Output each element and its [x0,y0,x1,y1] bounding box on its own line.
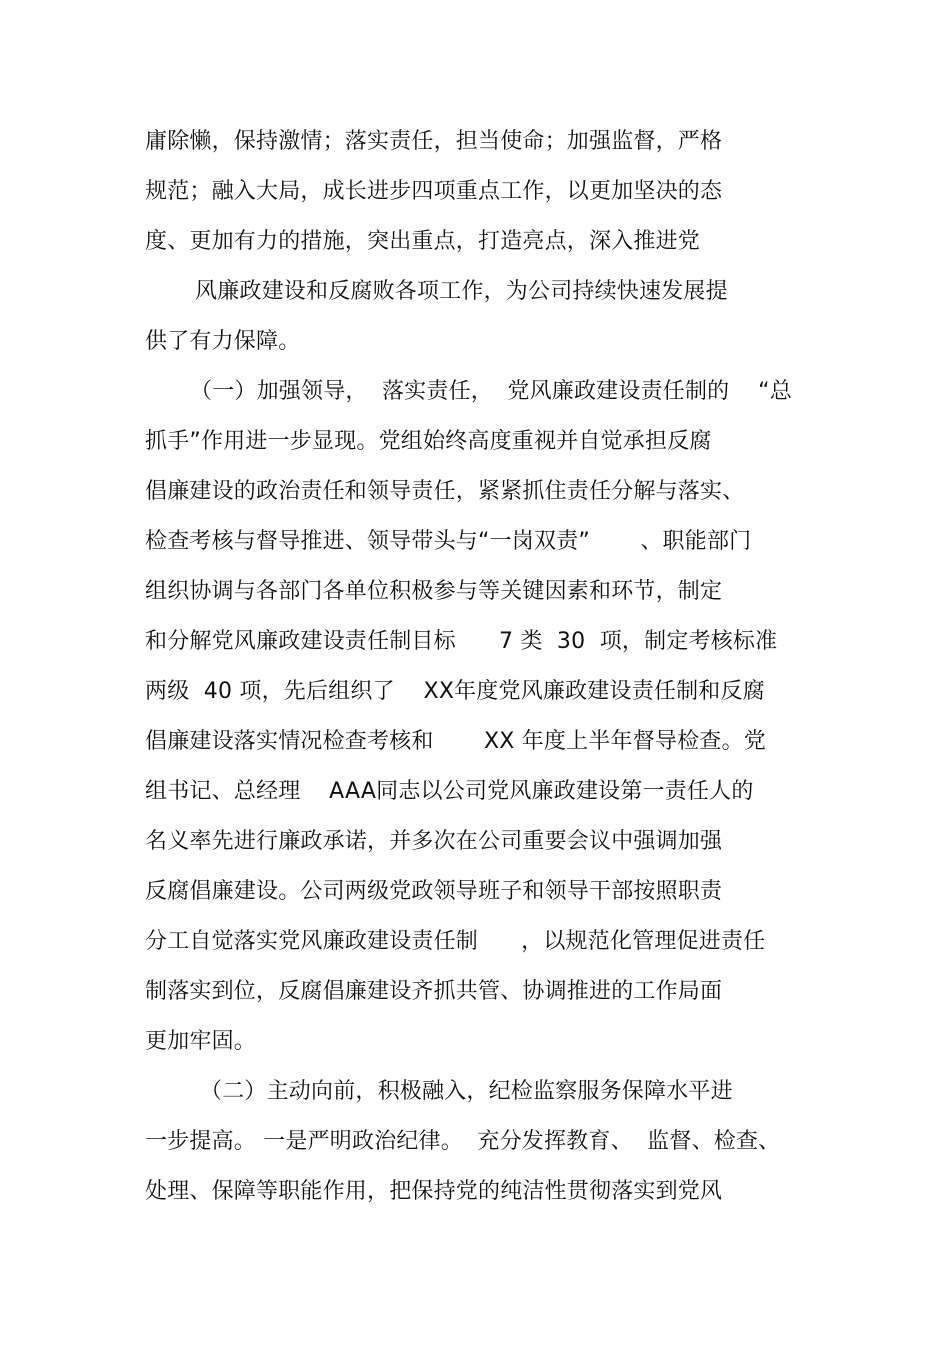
text-line: 供了有力保障。 [145,329,301,354]
text-line: 组织协调与各部门各单位积极参与等关键因素和环节，制定 [145,579,723,604]
text-line: 分工自觉落实党风廉政建设责任制 ，以规范化管理促进责任 [145,929,766,954]
text-line: 倡廉建设的政治责任和领导责任，紧紧抓住责任分解与落实、 [145,479,745,504]
text-line: （二）主动向前，积极融入，纪检监察服务保障水平进 [200,1079,733,1104]
text-line: 规范；融入大局，成长进步四项重点工作，以更加坚决的态 [145,179,723,204]
text-line: 更加牢固。 [145,1029,257,1054]
text-line: 名义率先进行廉政承诺，并多次在公司重要会议中强调加强 [145,829,723,854]
text-line: 度、更加有力的措施，突出重点，打造亮点，深入推进党 [145,229,701,254]
text-line: 反腐倡廉建设。公司两级党政领导班子和领导干部按照职责 [145,879,723,904]
text-line: （一）加强领导， 落实责任， 党风廉政建设责任制的 “总 [190,379,792,404]
text-line: 庸除懒，保持激情；落实责任，担当使命；加强监督，严格 [145,129,723,154]
text-line: 组书记、总经理 AAA同志以公司党风廉政建设第一责任人的 [145,779,754,804]
text-line: 制落实到位，反腐倡廉建设齐抓共管、协调推进的工作局面 [145,979,723,1004]
text-line: 处理、保障等职能作用，把保持党的纯洁性贯彻落实到党风 [145,1179,723,1204]
text-line: 两级 40 项，先后组织了 XX年度党风廉政建设责任制和反腐 [145,679,765,704]
text-line: 倡廉建设落实情况检查考核和 XX 年度上半年督导检查。党 [145,729,766,754]
text-line: 一步提高。 一是严明政治纪律。 充分发挥教育、 监督、检查、 [145,1129,781,1154]
text-line: 和分解党风廉政建设责任制目标 7 类 30 项，制定考核标准 [145,629,778,654]
text-line: 检查考核与督导推进、领导带头与“一岗双责” 、职能部门 [145,529,752,554]
text-line: 抓手”作用进一步显现。党组始终高度重视并自觉承担反腐 [145,429,712,454]
text-line: 风廉政建设和反腐败各项工作，为公司持续快速发展提 [195,279,728,304]
